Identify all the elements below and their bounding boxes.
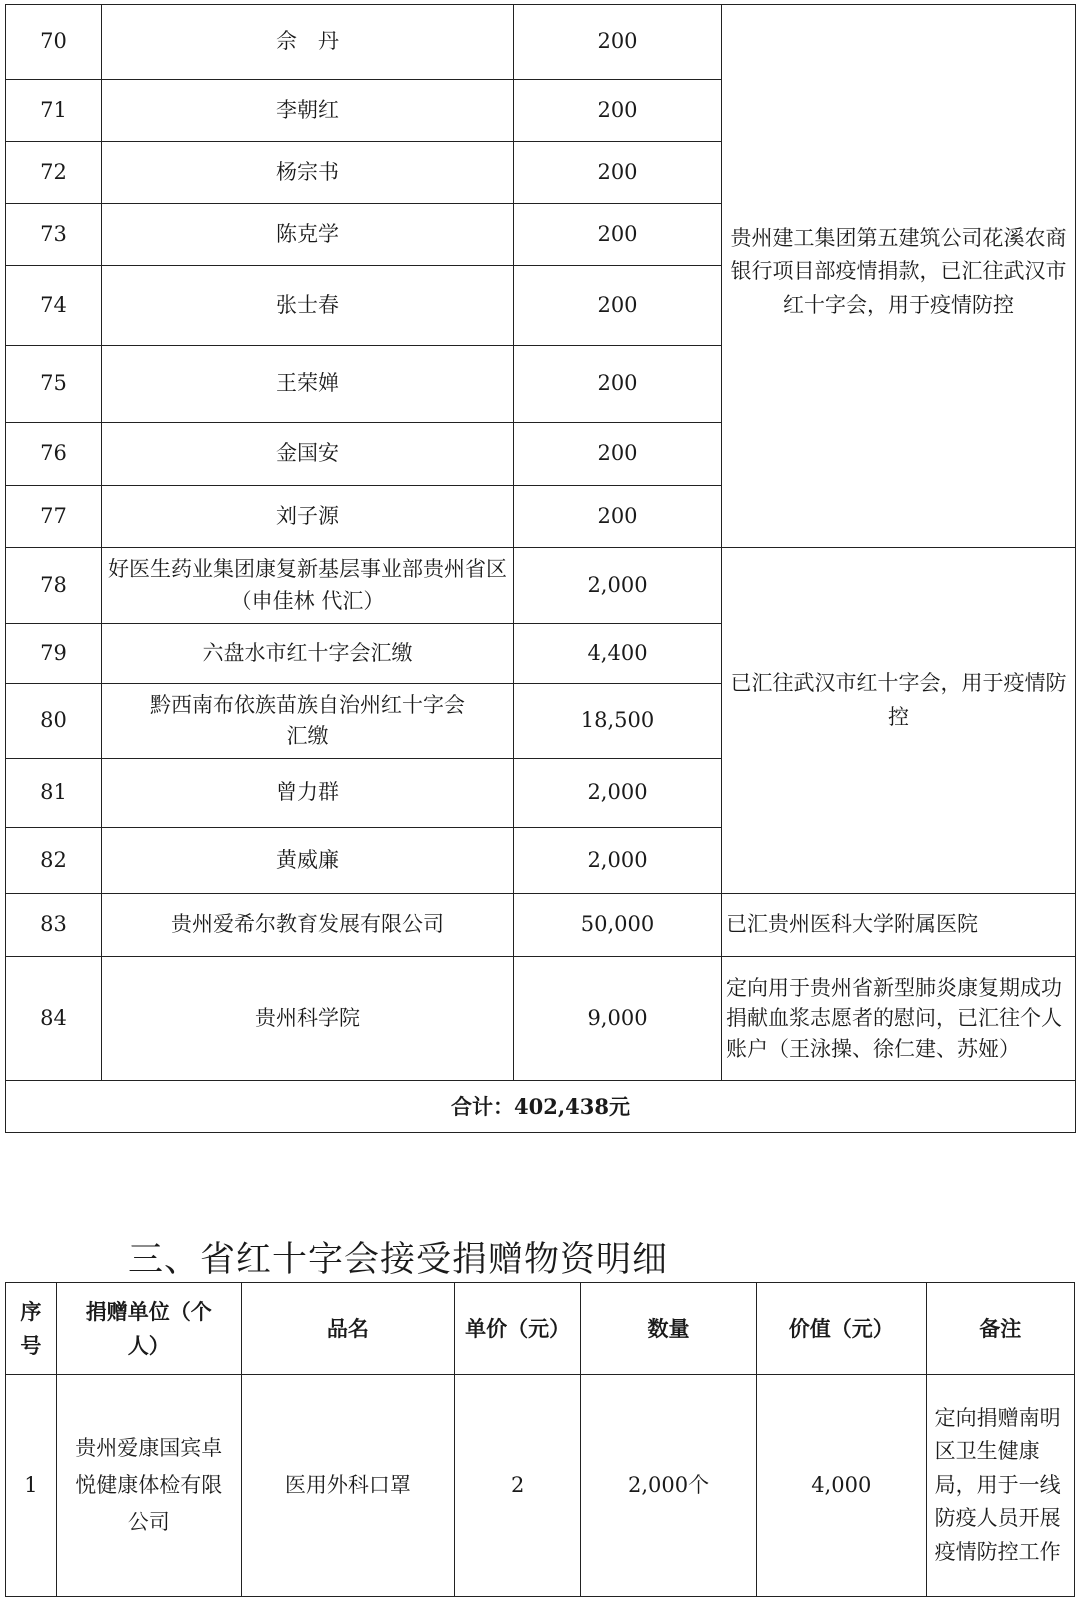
- donation-amount: 200: [514, 346, 722, 423]
- donor-name: 王荣婵: [102, 346, 514, 423]
- donation-amount: 200: [514, 5, 722, 80]
- row-number: 80: [6, 684, 102, 759]
- header-no: 序号: [6, 1283, 57, 1375]
- donor-name: 陈克学: [102, 204, 514, 266]
- header-donor: 捐赠单位（个人）: [56, 1283, 241, 1375]
- donation-amount: 200: [514, 142, 722, 204]
- material-donation-table: [5, 1282, 1075, 1597]
- donation-amount: 200: [514, 204, 722, 266]
- header-row: [6, 1283, 1075, 1375]
- row-number: 84: [6, 957, 102, 1081]
- remark-text: 已汇往武汉市红十字会，用于疫情防控: [730, 670, 1067, 729]
- donor-name: 贵州爱康国宾卓悦健康体检有限公司: [56, 1375, 241, 1597]
- table-row: [6, 1375, 1075, 1597]
- header-quantity: 数量: [581, 1283, 757, 1375]
- donation-amount: 200: [514, 266, 722, 346]
- donor-name: 李朝红: [102, 80, 514, 142]
- donation-amount: 200: [514, 423, 722, 486]
- total-value: 4,000: [756, 1375, 926, 1597]
- section-title: 三、省红十字会接受捐赠物资明细: [128, 1240, 669, 1280]
- remark-cell: [722, 548, 1076, 894]
- donor-name: 张士春: [102, 266, 514, 346]
- row-number: 82: [6, 828, 102, 894]
- donor-name: 曾力群: [102, 759, 514, 828]
- table-row: [6, 957, 1076, 1081]
- row-number: 77: [6, 486, 102, 548]
- row-number: 74: [6, 266, 102, 346]
- total-row: [6, 1081, 1076, 1133]
- row-number: 72: [6, 142, 102, 204]
- table-row: [6, 548, 1076, 624]
- header-note: 备注: [926, 1283, 1074, 1375]
- donation-amount: 9,000: [514, 957, 722, 1081]
- row-number: 1: [6, 1375, 57, 1597]
- row-number: 76: [6, 423, 102, 486]
- quantity: 2,000个: [581, 1375, 757, 1597]
- header-unit-price: 单价（元）: [455, 1283, 581, 1375]
- table-row: [6, 894, 1076, 957]
- row-number: 70: [6, 5, 102, 80]
- donor-name: 好医生药业集团康复新基层事业部贵州省区（申佳林 代汇）: [102, 548, 514, 624]
- cash-donation-table: [5, 4, 1076, 1133]
- donation-amount: 200: [514, 486, 722, 548]
- row-number: 71: [6, 80, 102, 142]
- unit-price: 2: [455, 1375, 581, 1597]
- donor-name: 贵州科学院: [102, 957, 514, 1081]
- donation-amount: 18,500: [514, 684, 722, 759]
- donation-amount: 2,000: [514, 548, 722, 624]
- remark-text: 定向捐赠南明区卫生健康局，用于一线防疫人员开展疫情防控工作: [926, 1375, 1074, 1597]
- remark-text: 定向用于贵州省新型肺炎康复期成功捐献血浆志愿者的慰问，已汇往个人账户（王泳操、徐仁建、苏娅）: [722, 957, 1076, 1081]
- donation-amount: 4,400: [514, 624, 722, 684]
- donor-name: 佘 丹: [102, 5, 514, 80]
- row-number: 83: [6, 894, 102, 957]
- item-name: 医用外科口罩: [241, 1375, 454, 1597]
- donor-name: 黔西南布依族苗族自治州红十字会汇缴: [102, 684, 514, 759]
- row-number: 81: [6, 759, 102, 828]
- total-amount: 合计：402,438元: [6, 1081, 1076, 1133]
- remark-text: 贵州建工集团第五建筑公司花溪农商银行项目部疫情捐款，已汇往武汉市红十字会，用于疫情防控: [730, 225, 1067, 317]
- donation-amount: 2,000: [514, 828, 722, 894]
- row-number: 73: [6, 204, 102, 266]
- donor-name: 六盘水市红十字会汇缴: [102, 624, 514, 684]
- donation-amount: 2,000: [514, 759, 722, 828]
- row-number: 79: [6, 624, 102, 684]
- table-row: [6, 5, 1076, 80]
- donor-name: 刘子源: [102, 486, 514, 548]
- header-value: 价值（元）: [756, 1283, 926, 1375]
- donor-name: 金国安: [102, 423, 514, 486]
- donor-name: 黄威廉: [102, 828, 514, 894]
- row-number: 78: [6, 548, 102, 624]
- donation-amount: 200: [514, 80, 722, 142]
- row-number: 75: [6, 346, 102, 423]
- donor-name: 杨宗书: [102, 142, 514, 204]
- donor-name: 贵州爱希尔教育发展有限公司: [102, 894, 514, 957]
- header-item: 品名: [241, 1283, 454, 1375]
- remark-text: 已汇贵州医科大学附属医院: [722, 894, 1076, 957]
- donation-amount: 50,000: [514, 894, 722, 957]
- remark-cell: [722, 5, 1076, 548]
